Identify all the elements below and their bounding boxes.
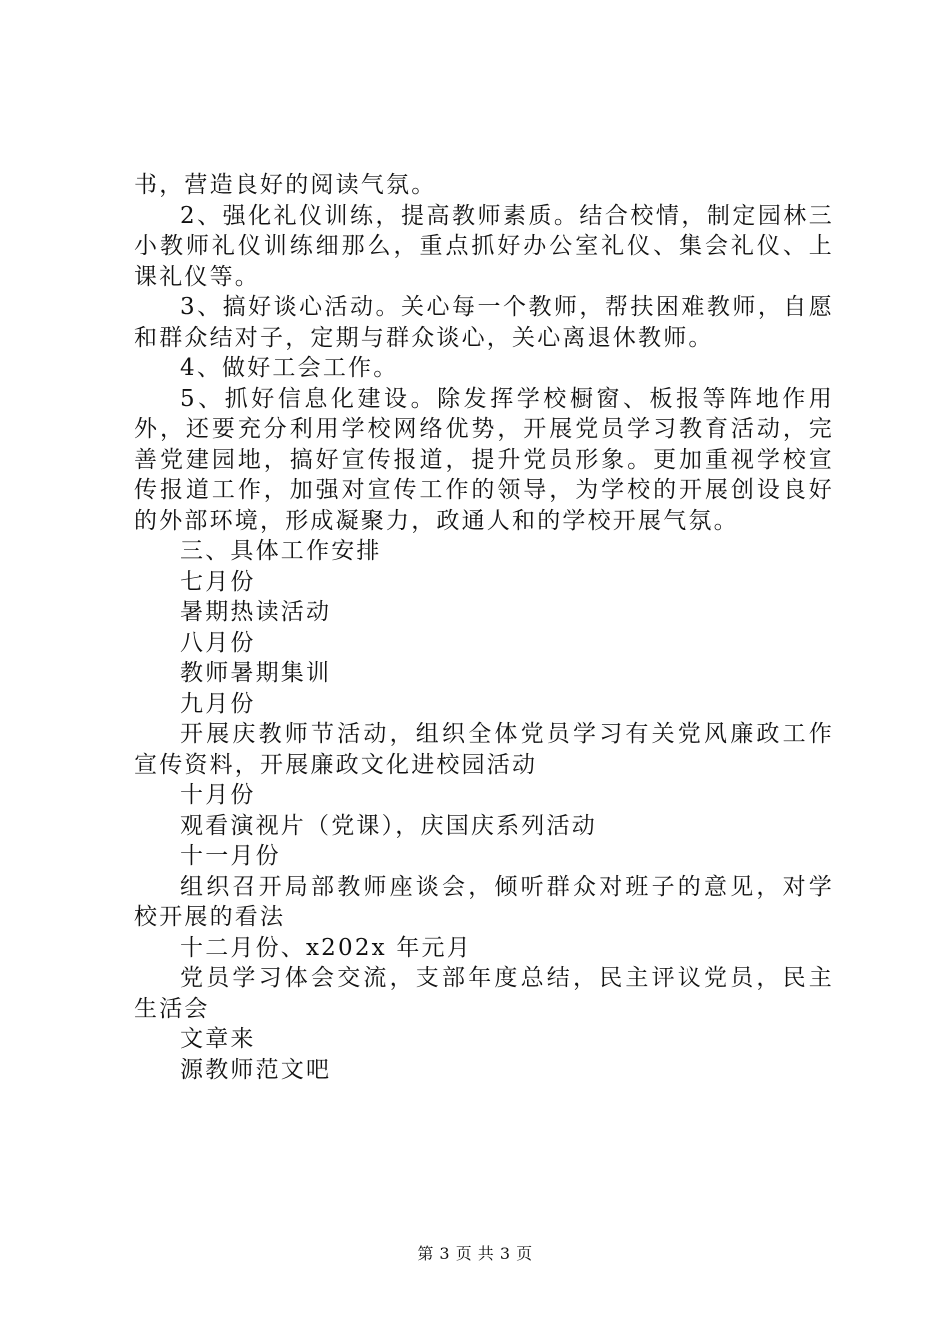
month-november: 十一月份	[180, 843, 281, 869]
source-line-2: 源教师范文吧	[180, 1056, 332, 1083]
source-line-1: 文章来	[180, 1026, 256, 1052]
paragraph-union-work: 4、做好工会工作。	[180, 355, 399, 381]
activity-december-january: 党员学习体会交流，支部年度总结，民主评议党员，民主生活会	[134, 965, 834, 1022]
activity-november: 组织召开局部教师座谈会，倾听群众对班子的意见，对学校开展的看法	[134, 873, 834, 930]
month-august: 八月份	[180, 629, 256, 656]
activity-october: 观看演视片（党课），庆国庆系列活动	[180, 812, 597, 839]
paragraph-informatization: 5、抓好信息化建设。除发挥学校橱窗、板报等阵地作用外，还要充分利用学校网络优势，开展党员学习教育活动，完善党建园地，搞好宣传报道，提升党员形象。更加重视学校宣传报道工作，加强对宣传工作的领导，为学校的开展创设良好的外部环境，形成凝聚力，政通人和的学校开展气氛。	[134, 385, 834, 534]
activity-september: 开展庆教师节活动，组织全体党员学习有关党风廉政工作宣传资料，开展廉政文化进校园活动	[134, 721, 834, 778]
activity-august: 教师暑期集训	[180, 660, 332, 686]
month-october: 十月份	[180, 782, 256, 808]
month-july: 七月份	[180, 568, 256, 595]
page-number-footer: 第 3 页 共 3 页	[417, 1244, 533, 1263]
paragraph-etiquette-training: 2、强化礼仪训练，提高教师素质。结合校情，制定园林三小教师礼仪训练细那么，重点抓好办公室礼仪、集会礼仪、上课礼仪等。	[134, 202, 834, 290]
document-body	[134, 170, 834, 1085]
month-december-january: 十二月份、x202x 年元月	[180, 934, 472, 961]
paragraph-heart-to-heart: 3、搞好谈心活动。关心每一个教师，帮扶困难教师，自愿和群众结对子，定期与群众谈心，关心离退休教师。	[134, 294, 834, 351]
section-heading-schedule: 三、具体工作安排	[180, 538, 382, 564]
activity-july: 暑期热读活动	[180, 599, 332, 625]
month-september: 九月份	[180, 690, 256, 717]
paragraph-reading-atmosphere: 书，营造良好的阅读气氛。	[134, 172, 437, 198]
